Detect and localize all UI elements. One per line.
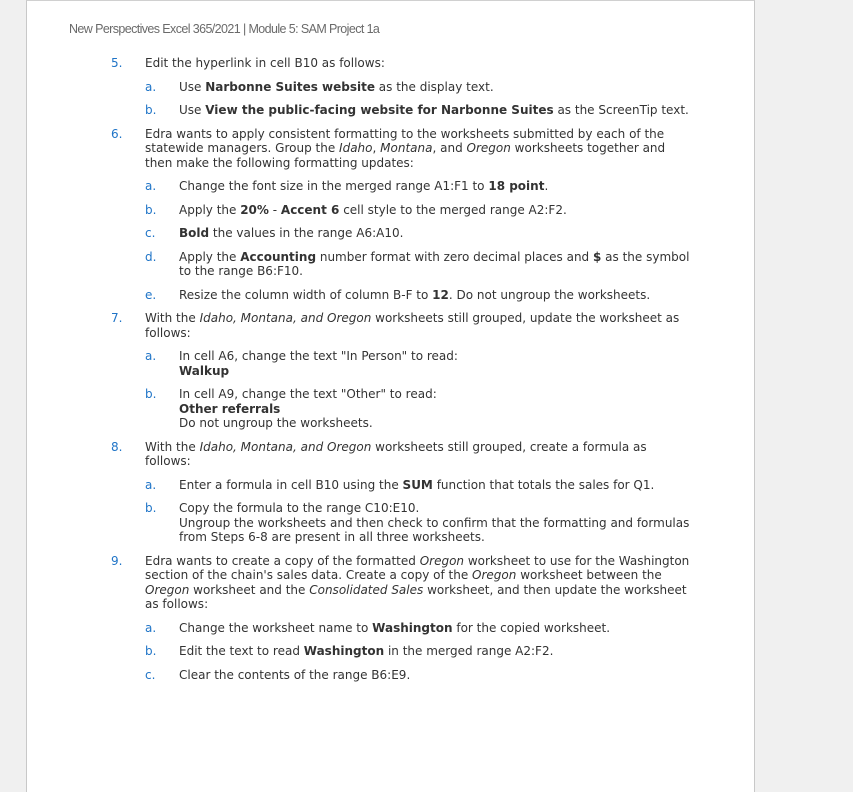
substep-letter: a. bbox=[145, 349, 157, 363]
substep-letter: b. bbox=[145, 103, 157, 117]
substep-7b: b. In cell A9, change the text "Other" to read: Other referrals Do not ungroup the worksheets. bbox=[145, 387, 437, 430]
substep-letter: a. bbox=[145, 620, 157, 635]
substep-letter: a. bbox=[145, 179, 157, 193]
substep-9c: c. Clear the contents of the range B6:E9. bbox=[145, 667, 411, 682]
substep-9b: b. Edit the text to read Washington in the merged range A2:F2. bbox=[145, 644, 554, 658]
substep-6d: d. Apply the Accounting number format with zero decimal places and $ as the symbol to the range B6:F10. bbox=[145, 249, 690, 278]
substep-8a: a. Enter a formula in cell B10 using the SUM function that totals the sales for Q1. bbox=[145, 477, 655, 492]
substep-letter: c. bbox=[145, 667, 156, 682]
step-text: Edit the hyperlink in cell B10 as follows: bbox=[145, 56, 385, 70]
substep-letter: a. bbox=[145, 477, 157, 492]
step-9 bbox=[111, 554, 691, 683]
substep-letter: a. bbox=[145, 79, 157, 94]
page-header: New Perspectives Excel 365/2021 | Module 5: SAM Project 1a bbox=[69, 22, 380, 36]
step-number: 6. bbox=[111, 126, 123, 141]
step-number: 7. bbox=[111, 311, 123, 325]
substep-letter: b. bbox=[145, 202, 157, 217]
step-number: 9. bbox=[111, 553, 123, 568]
substep-6e: e. Resize the column width of column B-F to 12. Do not ungroup the worksheets. bbox=[145, 287, 651, 302]
substep-letter: b. bbox=[145, 387, 157, 401]
substep-5a: a. Use Narbonne Suites website as the display text. bbox=[145, 79, 494, 94]
instructions-list bbox=[111, 56, 691, 691]
step-number: 5. bbox=[111, 56, 123, 70]
step-8 bbox=[111, 440, 691, 545]
step-text: With the Idaho, Montana, and Oregon worksheets still grouped, update the worksheet as follows: bbox=[145, 311, 680, 340]
substep-letter: e. bbox=[145, 287, 157, 302]
step-number: 8. bbox=[111, 439, 123, 454]
substep-letter: b. bbox=[145, 501, 157, 515]
substep-5b: b. Use View the public-facing website for Narbonne Suites as the ScreenTip text. bbox=[145, 103, 689, 117]
step-text: Edra wants to apply consistent formatting to the worksheets submitted by each of the statewide managers. Group the Idaho, Montana, and Oregon worksheets together and then make the following formatting updates: bbox=[145, 126, 666, 170]
substep-6a: a. Change the font size in the merged range A1:F1 to 18 point. bbox=[145, 179, 549, 193]
step-text: With the Idaho, Montana, and Oregon worksheets still grouped, create a formula as follows: bbox=[145, 439, 647, 468]
substep-8b: b. Copy the formula to the range C10:E10. Ungroup the worksheets and then check to confirm that the formatting and formulas from Steps 6-8 are present in all three worksheets. bbox=[145, 501, 690, 544]
step-5 bbox=[111, 56, 691, 118]
substep-letter: c. bbox=[145, 226, 156, 240]
step-text: Edra wants to create a copy of the formatted Oregon worksheet to use for the Washington section of the chain's sales data. Create a copy of the Oregon worksheet between the Oregon worksheet and the Consolidated Sales worksheet, and then update the worksheet as follows: bbox=[145, 553, 690, 611]
document-page bbox=[26, 0, 755, 792]
step-7 bbox=[111, 311, 691, 431]
substep-6c: c. Bold the values in the range A6:A10. bbox=[145, 226, 404, 240]
substep-9a: a. Change the worksheet name to Washington for the copied worksheet. bbox=[145, 620, 611, 635]
substep-6b: b. Apply the 20% - Accent 6 cell style to the merged range A2:F2. bbox=[145, 202, 567, 217]
substep-letter: b. bbox=[145, 644, 157, 658]
substep-7a: a. In cell A6, change the text "In Person" to read: Walkup bbox=[145, 349, 458, 378]
substep-letter: d. bbox=[145, 249, 157, 264]
step-6 bbox=[111, 127, 691, 303]
